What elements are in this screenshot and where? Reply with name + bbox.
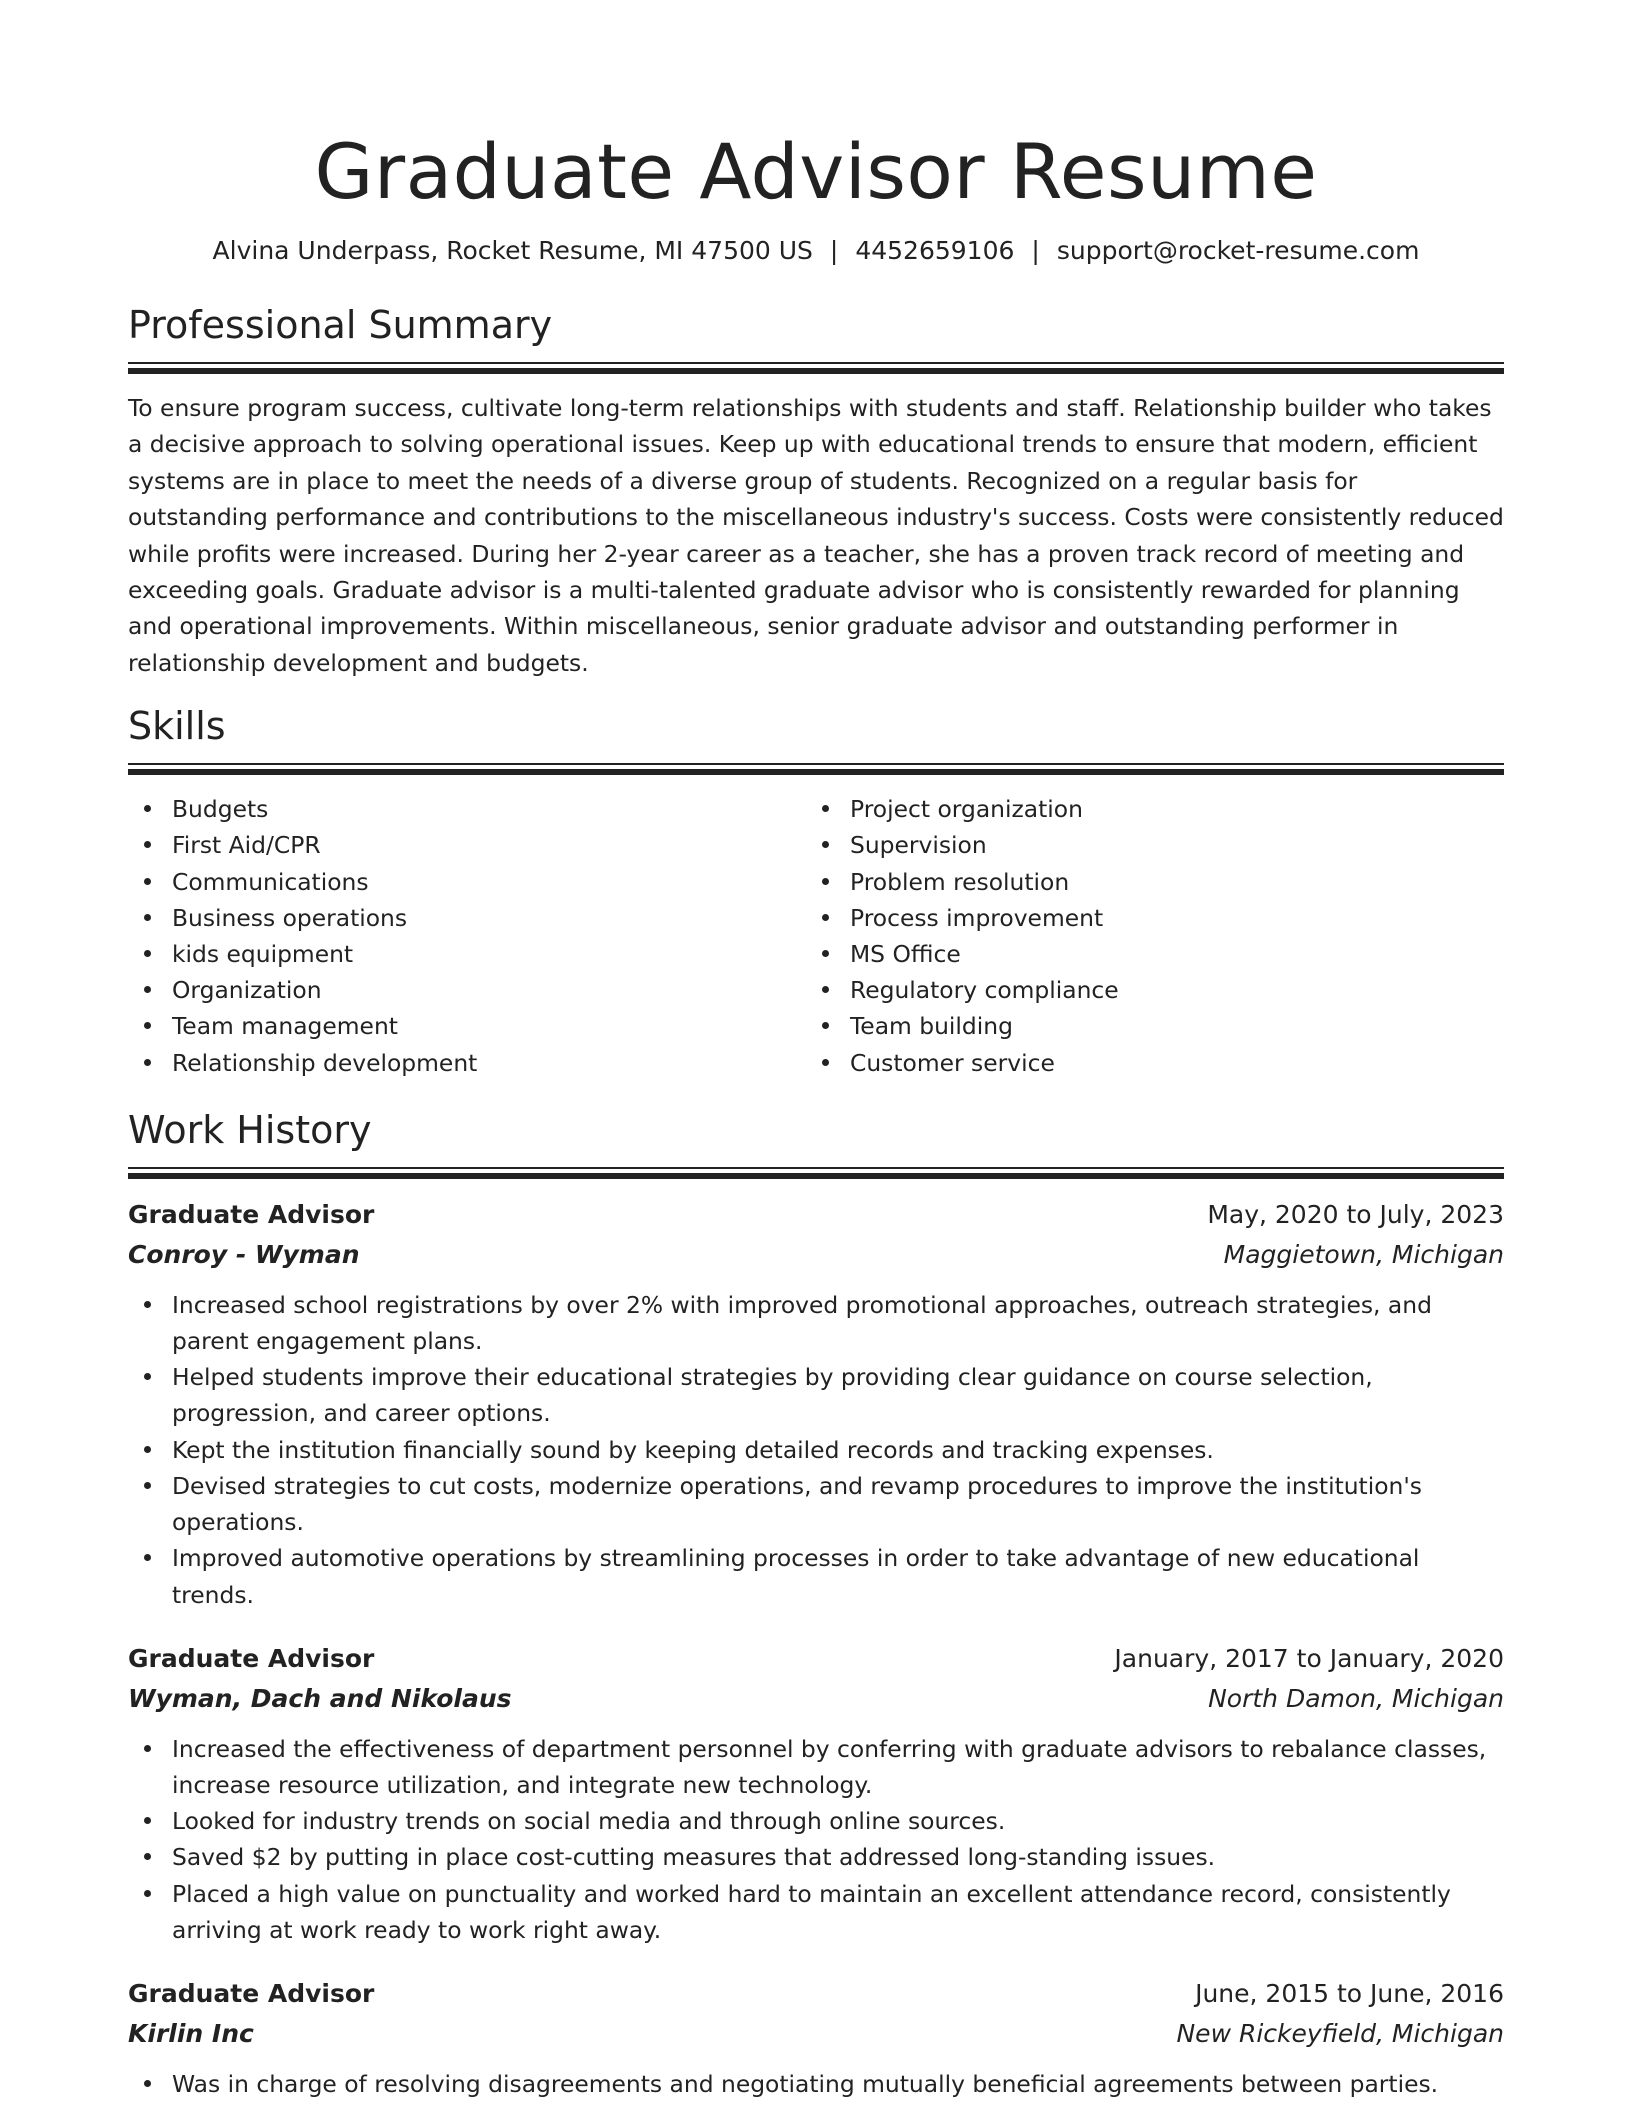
job-location: New Rickeyfield, Michigan: [1176, 2018, 1504, 2048]
contact-separator: |: [1031, 236, 1040, 265]
job-employer-row: [128, 1235, 1504, 1275]
job-employer-row: [128, 1679, 1504, 1719]
job-duty: Placed a high value on punctuality and worked hard to maintain an excellent attendance record, consistently arriving at work ready to work right away.: [128, 1876, 1504, 1948]
job-duty: Devised strategies to cut costs, modernize operations, and revamp procedures to improve the institution's operations.: [128, 1468, 1504, 1540]
skill-item: Business operations: [128, 900, 806, 936]
skill-item: MS Office: [806, 936, 1484, 972]
job-duties-list: [128, 1731, 1504, 1948]
resume-page: [128, 0, 1504, 2102]
job-title: Graduate Advisor: [128, 1643, 375, 1673]
work-history-section: [128, 1107, 1504, 2102]
job-duty: Increased the effectiveness of department personnel by conferring with graduate advisors to rebalance classes, increase resource utilization, and integrate new technology.: [128, 1731, 1504, 1803]
skill-item: Process improvement: [806, 900, 1484, 936]
skill-item: Regulatory compliance: [806, 972, 1484, 1008]
contact-phone: 4452659106: [855, 236, 1015, 265]
skills-left-column: [128, 791, 806, 1081]
job-duty: Saved $2 by putting in place cost-cutting measures that addressed long-standing issues.: [128, 1839, 1504, 1875]
job-dates: May, 2020 to July, 2023: [1207, 1199, 1504, 1229]
skill-item: First Aid/CPR: [128, 827, 806, 863]
job-duty: Was in charge of resolving disagreements and negotiating mutually beneficial agreements between parties.: [128, 2066, 1504, 2102]
job-dates: January, 2017 to January, 2020: [1114, 1643, 1504, 1673]
summary-heading: Professional Summary: [128, 303, 553, 347]
job-title: Graduate Advisor: [128, 1199, 375, 1229]
skill-item: Problem resolution: [806, 864, 1484, 900]
contact-address: Alvina Underpass, Rocket Resume, MI 47500 US: [212, 236, 813, 265]
skill-item: Supervision: [806, 827, 1484, 863]
job-employer-row: [128, 2014, 1504, 2054]
contact-line: [128, 234, 1504, 268]
job-duties-list: [128, 1287, 1504, 1613]
contact-separator: |: [829, 236, 839, 265]
skills-heading: Skills: [128, 704, 226, 749]
skills-section: [128, 703, 1504, 1081]
job-duty: Looked for industry trends on social media and through online sources.: [128, 1803, 1504, 1839]
resume-title: Graduate Advisor Resume: [314, 127, 1318, 216]
summary-text: To ensure program success, cultivate long-term relationships with students and staff. Relationship builder who takes a decisive approach to solving operational issues. Keep up with educational trends to ensure that modern, efficient systems are in place to meet the needs of a diverse group of students. Recognized on a regular basis for outstanding performance and contributions to the miscellaneous industry's success. Costs were consistently reduced while profits were increased. During her 2-year career as a teacher, she has a proven track record of meeting and exceeding goals. Graduate advisor is a multi-talented graduate advisor who is consistently rewarded for planning and operational improvements. Within miscellaneous, senior graduate advisor and outstanding performer in relationship development and budgets.: [128, 394, 1504, 677]
skill-item: Project organization: [806, 791, 1484, 827]
section-divider: [128, 362, 1504, 374]
job-duty: Kept the institution financially sound by keeping detailed records and tracking expenses.: [128, 1432, 1504, 1468]
section-divider: [128, 1167, 1504, 1179]
job-header-row: [128, 1195, 1504, 1235]
job-company: Conroy - Wyman: [128, 1239, 360, 1269]
skills-columns: [128, 791, 1504, 1081]
job-location: North Damon, Michigan: [1208, 1683, 1504, 1713]
skill-item: Team building: [806, 1008, 1484, 1044]
job-entry: [128, 1195, 1504, 1613]
summary-section: [128, 302, 1504, 681]
job-location: Maggietown, Michigan: [1223, 1239, 1504, 1269]
job-company: Kirlin Inc: [128, 2018, 254, 2048]
job-duty: Improved automotive operations by streamlining processes in order to take advantage of new educational trends.: [128, 1540, 1504, 1612]
skill-item: Team management: [128, 1008, 806, 1044]
job-duty: Helped students improve their educational strategies by providing clear guidance on course selection, progression, and career options.: [128, 1359, 1504, 1431]
job-duties-list: [128, 2066, 1504, 2102]
skill-item: Relationship development: [128, 1045, 806, 1081]
skill-item: Communications: [128, 864, 806, 900]
skill-item: Budgets: [128, 791, 806, 827]
job-header-row: [128, 1974, 1504, 2014]
skill-item: kids equipment: [128, 936, 806, 972]
job-company: Wyman, Dach and Nikolaus: [128, 1683, 512, 1713]
section-divider: [128, 763, 1504, 775]
work-history-heading: Work History: [128, 1107, 372, 1152]
job-title: Graduate Advisor: [128, 1978, 375, 2008]
skill-item: Customer service: [806, 1045, 1484, 1081]
skills-right-column: [806, 791, 1484, 1081]
job-duty: Increased school registrations by over 2% with improved promotional approaches, outreach strategies, and parent engagement plans.: [128, 1287, 1504, 1359]
job-entry: [128, 1639, 1504, 1948]
job-entry: [128, 1974, 1504, 2102]
job-dates: June, 2015 to June, 2016: [1195, 1978, 1504, 2008]
job-header-row: [128, 1639, 1504, 1679]
contact-email[interactable]: support@rocket-resume.com: [1056, 236, 1420, 265]
skill-item: Organization: [128, 972, 806, 1008]
